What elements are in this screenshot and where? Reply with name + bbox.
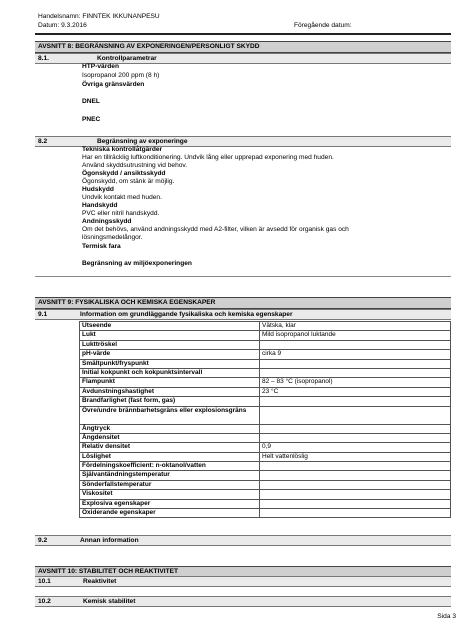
subsection-10-1-number: 10.1	[38, 578, 51, 585]
table-row	[80, 387, 451, 396]
subsection-10-2-number: 10.2	[38, 598, 51, 605]
property-value	[260, 471, 451, 480]
table-row	[80, 480, 451, 489]
property-name: Initial kokpunkt och kokpunktsintervall	[80, 368, 260, 377]
property-name: Viskositet	[80, 490, 260, 499]
subsection-10-1-title: Reaktivitet	[83, 578, 117, 585]
tech-controls-text-2: Använd skyddsutrustning vid behov.	[82, 162, 188, 169]
subsection-10-2-title: Kemisk stabilitet	[83, 598, 136, 605]
property-value	[260, 397, 451, 406]
table-row	[80, 350, 451, 359]
property-name: Sönderfallstemperatur	[80, 480, 260, 489]
table-row	[80, 509, 451, 518]
environmental-exposure-label: Begränsning av miljöexponeringen	[82, 260, 192, 267]
table-row	[80, 378, 451, 387]
subsection-9-2-number: 9.2	[38, 537, 48, 544]
property-value	[260, 368, 451, 377]
previous-date: Föregående datum:	[294, 22, 352, 29]
section-8-title: AVSNITT 8: BEGRÄNSNING AV EXPONERINGEN/PERSONLIGT SKYDD	[38, 43, 260, 50]
respiratory-protection-label: Andningsskydd	[82, 218, 132, 225]
table-row	[80, 499, 451, 508]
table-row	[80, 433, 451, 442]
property-name: Oxiderande egenskaper	[80, 509, 260, 518]
table-row	[80, 359, 451, 368]
properties-table	[79, 321, 451, 518]
subsection-10-2-header	[35, 596, 451, 607]
property-name: Löslighet	[80, 452, 260, 461]
hand-protection-label: Handskydd	[82, 202, 118, 209]
property-name: Explosiva egenskaper	[80, 499, 260, 508]
property-value	[260, 480, 451, 489]
subsection-8-2-title: Begränsning av exponeringe	[97, 138, 188, 145]
property-value	[260, 340, 451, 349]
property-name: Smältpunkt/fryspunkt	[80, 359, 260, 368]
property-name: Ångdensitet	[80, 433, 260, 442]
dnel-label: DNEL	[82, 98, 100, 105]
property-name: Flampunkt	[80, 378, 260, 387]
property-name: Lukt	[80, 331, 260, 340]
eye-protection-text: Ögonskydd, om stänk är möjlig.	[82, 178, 175, 185]
eye-protection-label: Ögonskydd / ansiktsskydd	[82, 170, 166, 177]
subsection-9-1-header	[35, 309, 451, 320]
tech-controls-label: Tekniska kontrollåtgärder	[82, 146, 163, 153]
property-value: 23 °C	[260, 387, 451, 396]
property-name: Utseende	[80, 322, 260, 331]
tech-controls-text-1: Har en tillräcklig luftkonditionering. Undvik lång eller upprepad exponering med huden.	[82, 154, 334, 161]
subsection-8-1-title: Kontrollparametrar	[97, 55, 157, 62]
document-date: Datum: 9.3.2016	[38, 22, 87, 29]
trade-name: Handelsnamn: FINNTEK IKKUNANPESU	[38, 13, 160, 20]
property-name: Lukttröskel	[80, 340, 260, 349]
table-row	[80, 452, 451, 461]
property-name: Självantändningstemperatur	[80, 471, 260, 480]
property-name: Fördelningskoefficient: n-oktanol/vatten	[80, 462, 260, 471]
table-row	[80, 322, 451, 331]
section-8-end-rule	[35, 276, 451, 277]
property-value	[260, 462, 451, 471]
htp-value: Isopropanol 200 ppm (8 h)	[82, 72, 160, 79]
property-name: Avdunstningshastighet	[80, 387, 260, 396]
table-row	[80, 397, 451, 406]
pnec-label: PNEC	[82, 116, 101, 123]
subsection-8-2-number: 8.2	[38, 138, 48, 145]
property-name: Ångtryck	[80, 424, 260, 433]
table-row	[80, 490, 451, 499]
other-limits-label: Övriga gränsvärden	[82, 81, 145, 88]
subsection-10-1-header	[35, 576, 451, 587]
subsection-9-1-title: Information om grundläggande fysikaliska och kemiska egenskaper	[80, 311, 293, 318]
property-value	[260, 433, 451, 442]
table-row	[80, 340, 451, 349]
property-value: cirka 9	[260, 350, 451, 359]
table-row	[80, 443, 451, 452]
section-9-header	[35, 297, 451, 309]
property-value	[260, 499, 451, 508]
table-row	[80, 368, 451, 377]
section-10-title: AVSNITT 10: STABILITET OCH REAKTIVITET	[38, 568, 179, 575]
htp-label: HTP-värden	[82, 63, 120, 70]
property-name: Övre/undre brännbarhetsgräns eller explosionsgräns	[80, 406, 260, 424]
section-8-header	[35, 41, 451, 53]
section-9-title: AVSNITT 9: FYSIKALISKA OCH KEMISKA EGENSKAPER	[38, 299, 216, 306]
property-value: 0,9	[260, 443, 451, 452]
property-name: Brandfarlighet (fast form, gas)	[80, 397, 260, 406]
thermal-hazard-label: Termisk fara	[82, 243, 121, 250]
property-value: 82 – 83 °C (isopropanol)	[260, 378, 451, 387]
table-row	[80, 331, 451, 340]
hand-protection-text: PVC eller nitril handskydd.	[82, 210, 160, 217]
respiratory-protection-text-2: lösningsmedelångor.	[82, 234, 143, 241]
table-row	[80, 406, 451, 424]
property-value: Mild isopropanol luktande	[260, 331, 451, 340]
property-value: Vätska, klar	[260, 322, 451, 331]
property-value	[260, 490, 451, 499]
property-name: Relativ densitet	[80, 443, 260, 452]
property-value	[260, 359, 451, 368]
respiratory-protection-text-1: Om det behövs, använd andningsskydd med A2-filter, vilken är avsedd för organisk gas och	[82, 226, 349, 233]
subsection-9-2-title: Annan information	[80, 537, 139, 544]
table-row	[80, 424, 451, 433]
skin-protection-label: Hudskydd	[82, 186, 114, 193]
subsection-8-1-number: 8.1.	[38, 55, 49, 62]
property-value	[260, 406, 451, 424]
property-value: Helt vattenlöslig	[260, 452, 451, 461]
skin-protection-text: Undvik kontakt med huden.	[82, 194, 162, 201]
property-value	[260, 424, 451, 433]
page-number: Sida 3	[437, 613, 456, 620]
table-row	[80, 462, 451, 471]
table-row	[80, 471, 451, 480]
property-value	[260, 509, 451, 518]
subsection-9-1-number: 9.1	[38, 311, 48, 318]
property-name: pH-värde	[80, 350, 260, 359]
subsection-9-2-header	[35, 535, 451, 546]
header-rule	[35, 33, 451, 35]
